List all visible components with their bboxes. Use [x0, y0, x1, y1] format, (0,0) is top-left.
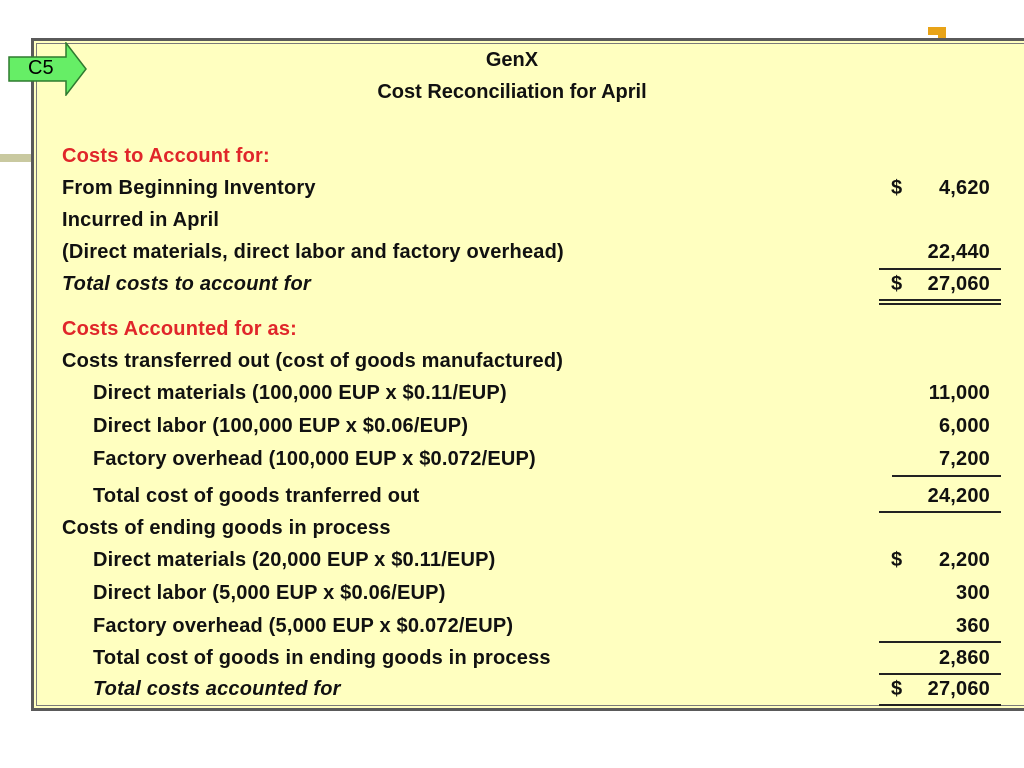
corner-accent [928, 27, 946, 35]
row-total-to-account: Total costs to account for $ 27,060 [62, 273, 990, 295]
subtotal-rule [879, 641, 1001, 643]
subtotal-rule [879, 511, 1001, 513]
section-heading-to-account: Costs to Account for: [62, 145, 270, 167]
row-to-factory-overhead: Factory overhead (100,000 EUP x $0.072/EUP) 7,200 [93, 448, 990, 470]
row-transferred-out: Costs transferred out (cost of goods manufactured) [62, 350, 564, 372]
row-ending-wip: Costs of ending goods in process [62, 517, 391, 539]
subtotal-rule [879, 268, 1001, 270]
slide-tag-label: C5 [28, 57, 54, 79]
row-incurred-april: Incurred in April [62, 209, 220, 231]
total-rule [879, 704, 1001, 706]
row-wip-direct-materials: Direct materials (20,000 EUP x $0.11/EUP) $ 2,200 [93, 549, 990, 571]
section-heading-accounted: Costs Accounted for as: [62, 318, 298, 340]
total-double-rule-bottom [879, 303, 1001, 305]
row-wip-factory-overhead: Factory overhead (5,000 EUP x $0.072/EUP) 360 [93, 615, 990, 637]
row-wip-direct-labor: Direct labor (5,000 EUP x $0.06/EUP) 300 [93, 582, 990, 604]
total-double-rule-top [879, 299, 1001, 301]
row-to-direct-labor: Direct labor (100,000 EUP x $0.06/EUP) 6,000 [93, 415, 990, 437]
row-total-wip: Total cost of goods in ending goods in process 2,860 [93, 647, 990, 669]
row-total-accounted: Total costs accounted for $ 27,060 [93, 678, 990, 700]
subtotal-rule [879, 673, 1001, 675]
page-title: Cost Reconciliation for April [377, 81, 647, 103]
row-beginning-inventory: From Beginning Inventory $ 4,620 [62, 177, 990, 199]
row-total-transferred: Total cost of goods tranferred out 24,200 [93, 485, 990, 507]
row-to-direct-materials: Direct materials (100,000 EUP x $0.11/EUP) 11,000 [93, 382, 990, 404]
subtotal-rule [892, 475, 1001, 477]
row-incurred-detail: (Direct materials, direct labor and factory overhead) 22,440 [62, 241, 990, 263]
company-name: GenX [485, 49, 539, 71]
